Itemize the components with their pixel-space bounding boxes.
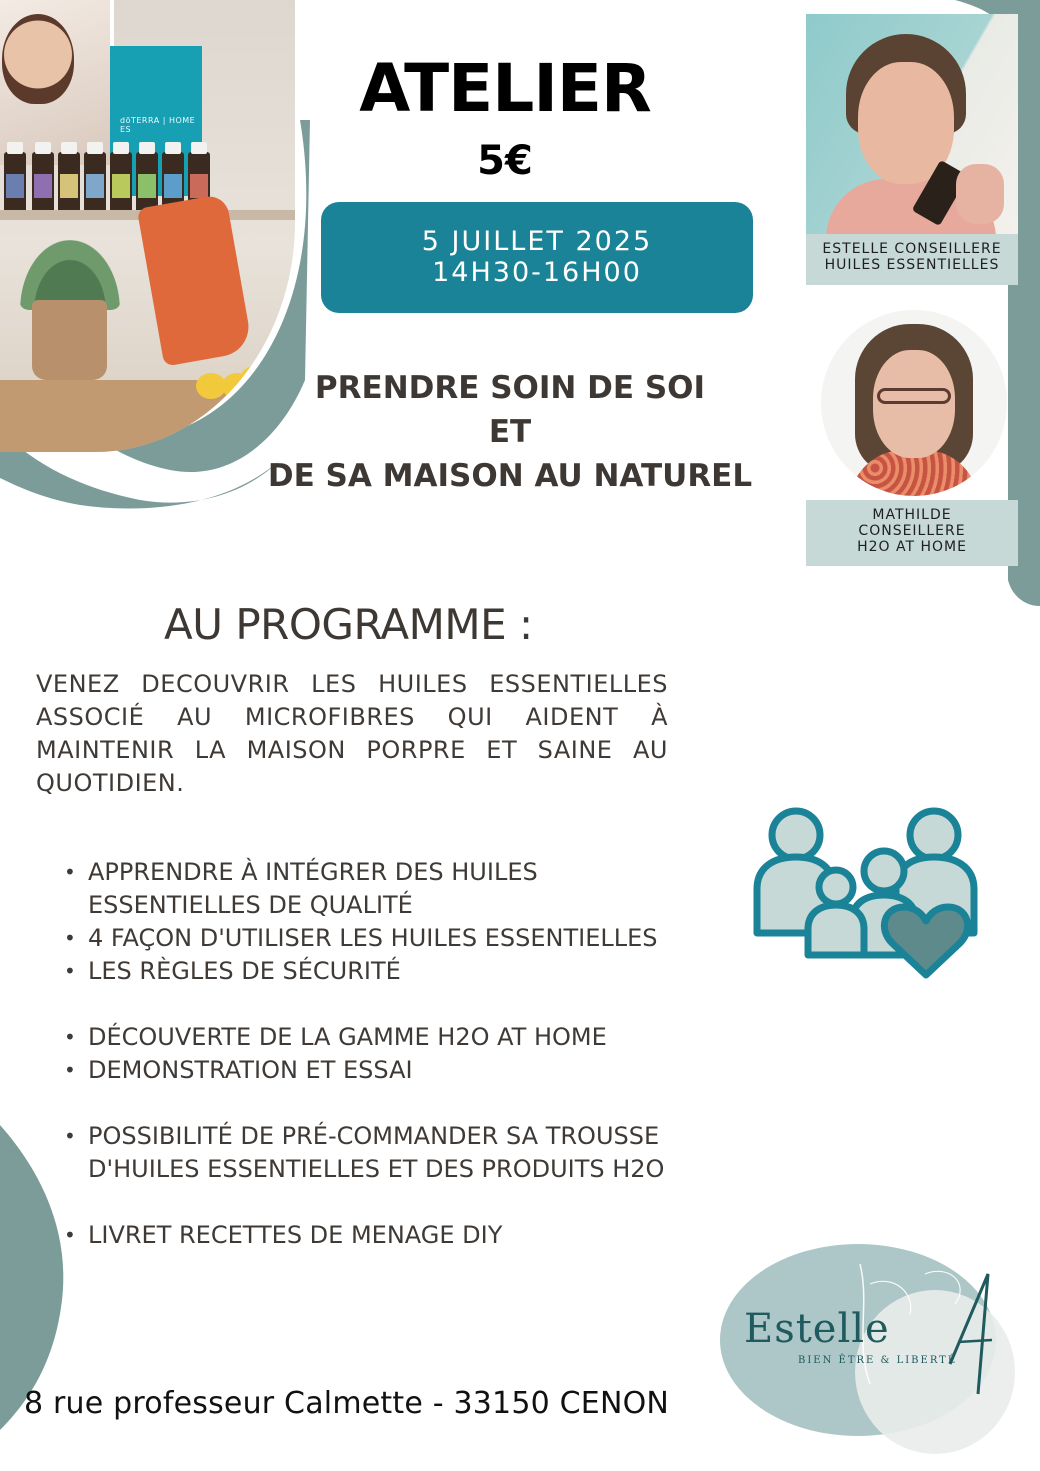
logo-name: Estelle <box>744 1306 890 1352</box>
program-list <box>64 856 704 1252</box>
estelle-caption-line-2: HUILES ESSENTIELLES <box>824 257 1000 273</box>
subtitle-line-2: ET <box>488 414 532 450</box>
mathilde-caption-line-1: MATHILDE <box>872 507 952 523</box>
list-item: • POSSIBILITÉ DE PRÉ-COMMANDER SA TROUSSE D'HUILES ESSENTIELLES ET DES PRODUITS H2O <box>64 1120 704 1186</box>
mathilde-caption-line-3: H2O AT HOME <box>857 539 967 555</box>
list-item: • DÉCOUVERTE DE LA GAMME H2O AT HOME <box>64 1021 704 1054</box>
mathilde-caption-line-2: CONSEILLERE <box>858 523 966 539</box>
date-time-banner <box>321 202 753 313</box>
doterra-box-text: dōTERRA | HOME ES <box>120 116 196 134</box>
list-item: • 4 FAÇON D'UTILISER LES HUILES ESSENTIELLES <box>64 922 704 955</box>
mathilde-caption <box>806 500 1018 566</box>
logo-tagline: BIEN ÊTRE & LIBERTÉ <box>798 1355 958 1366</box>
estelle-photo <box>806 14 1018 234</box>
subtitle-line-1: PRENDRE SOIN DE SOI <box>314 370 706 406</box>
family-heart-icon <box>752 805 982 985</box>
program-intro: VENEZ DECOUVRIR LES HUILES ESSENTIELLES ASSOCIÉ AU MICROFIBRES QUI AIDENT À MAINTENIR LA MAISON PORPRE ET SAINE AU QUOTIDIEN. <box>36 670 668 797</box>
list-item: • APPRENDRE À INTÉGRER DES HUILES ESSENTIELLES DE QUALITÉ <box>64 856 704 922</box>
list-item: • DEMONSTRATION ET ESSAI <box>64 1054 704 1087</box>
estelle-caption <box>806 234 1018 285</box>
subtitle-line-3: DE SA MAISON AU NATUREL <box>267 458 753 494</box>
address: 8 rue professeur Calmette - 33150 CENON <box>24 1386 670 1421</box>
event-date: 5 JUILLET 2025 <box>421 226 653 257</box>
event-subtitle <box>230 366 790 498</box>
price: 5€ <box>477 138 533 184</box>
page-title: ATELIER <box>359 50 651 127</box>
event-time: 14H30-16H00 <box>432 257 642 288</box>
program-title: AU PROGRAMME : <box>164 600 533 649</box>
list-item: • LIVRET RECETTES DE MENAGE DIY <box>64 1219 704 1252</box>
bottom-left-sage-wave <box>0 1125 63 1430</box>
mathilde-photo <box>821 310 1007 496</box>
list-item: • LES RÈGLES DE SÉCURITÉ <box>64 955 704 988</box>
estelle-caption-line-1: ESTELLE CONSEILLERE <box>822 241 1002 257</box>
